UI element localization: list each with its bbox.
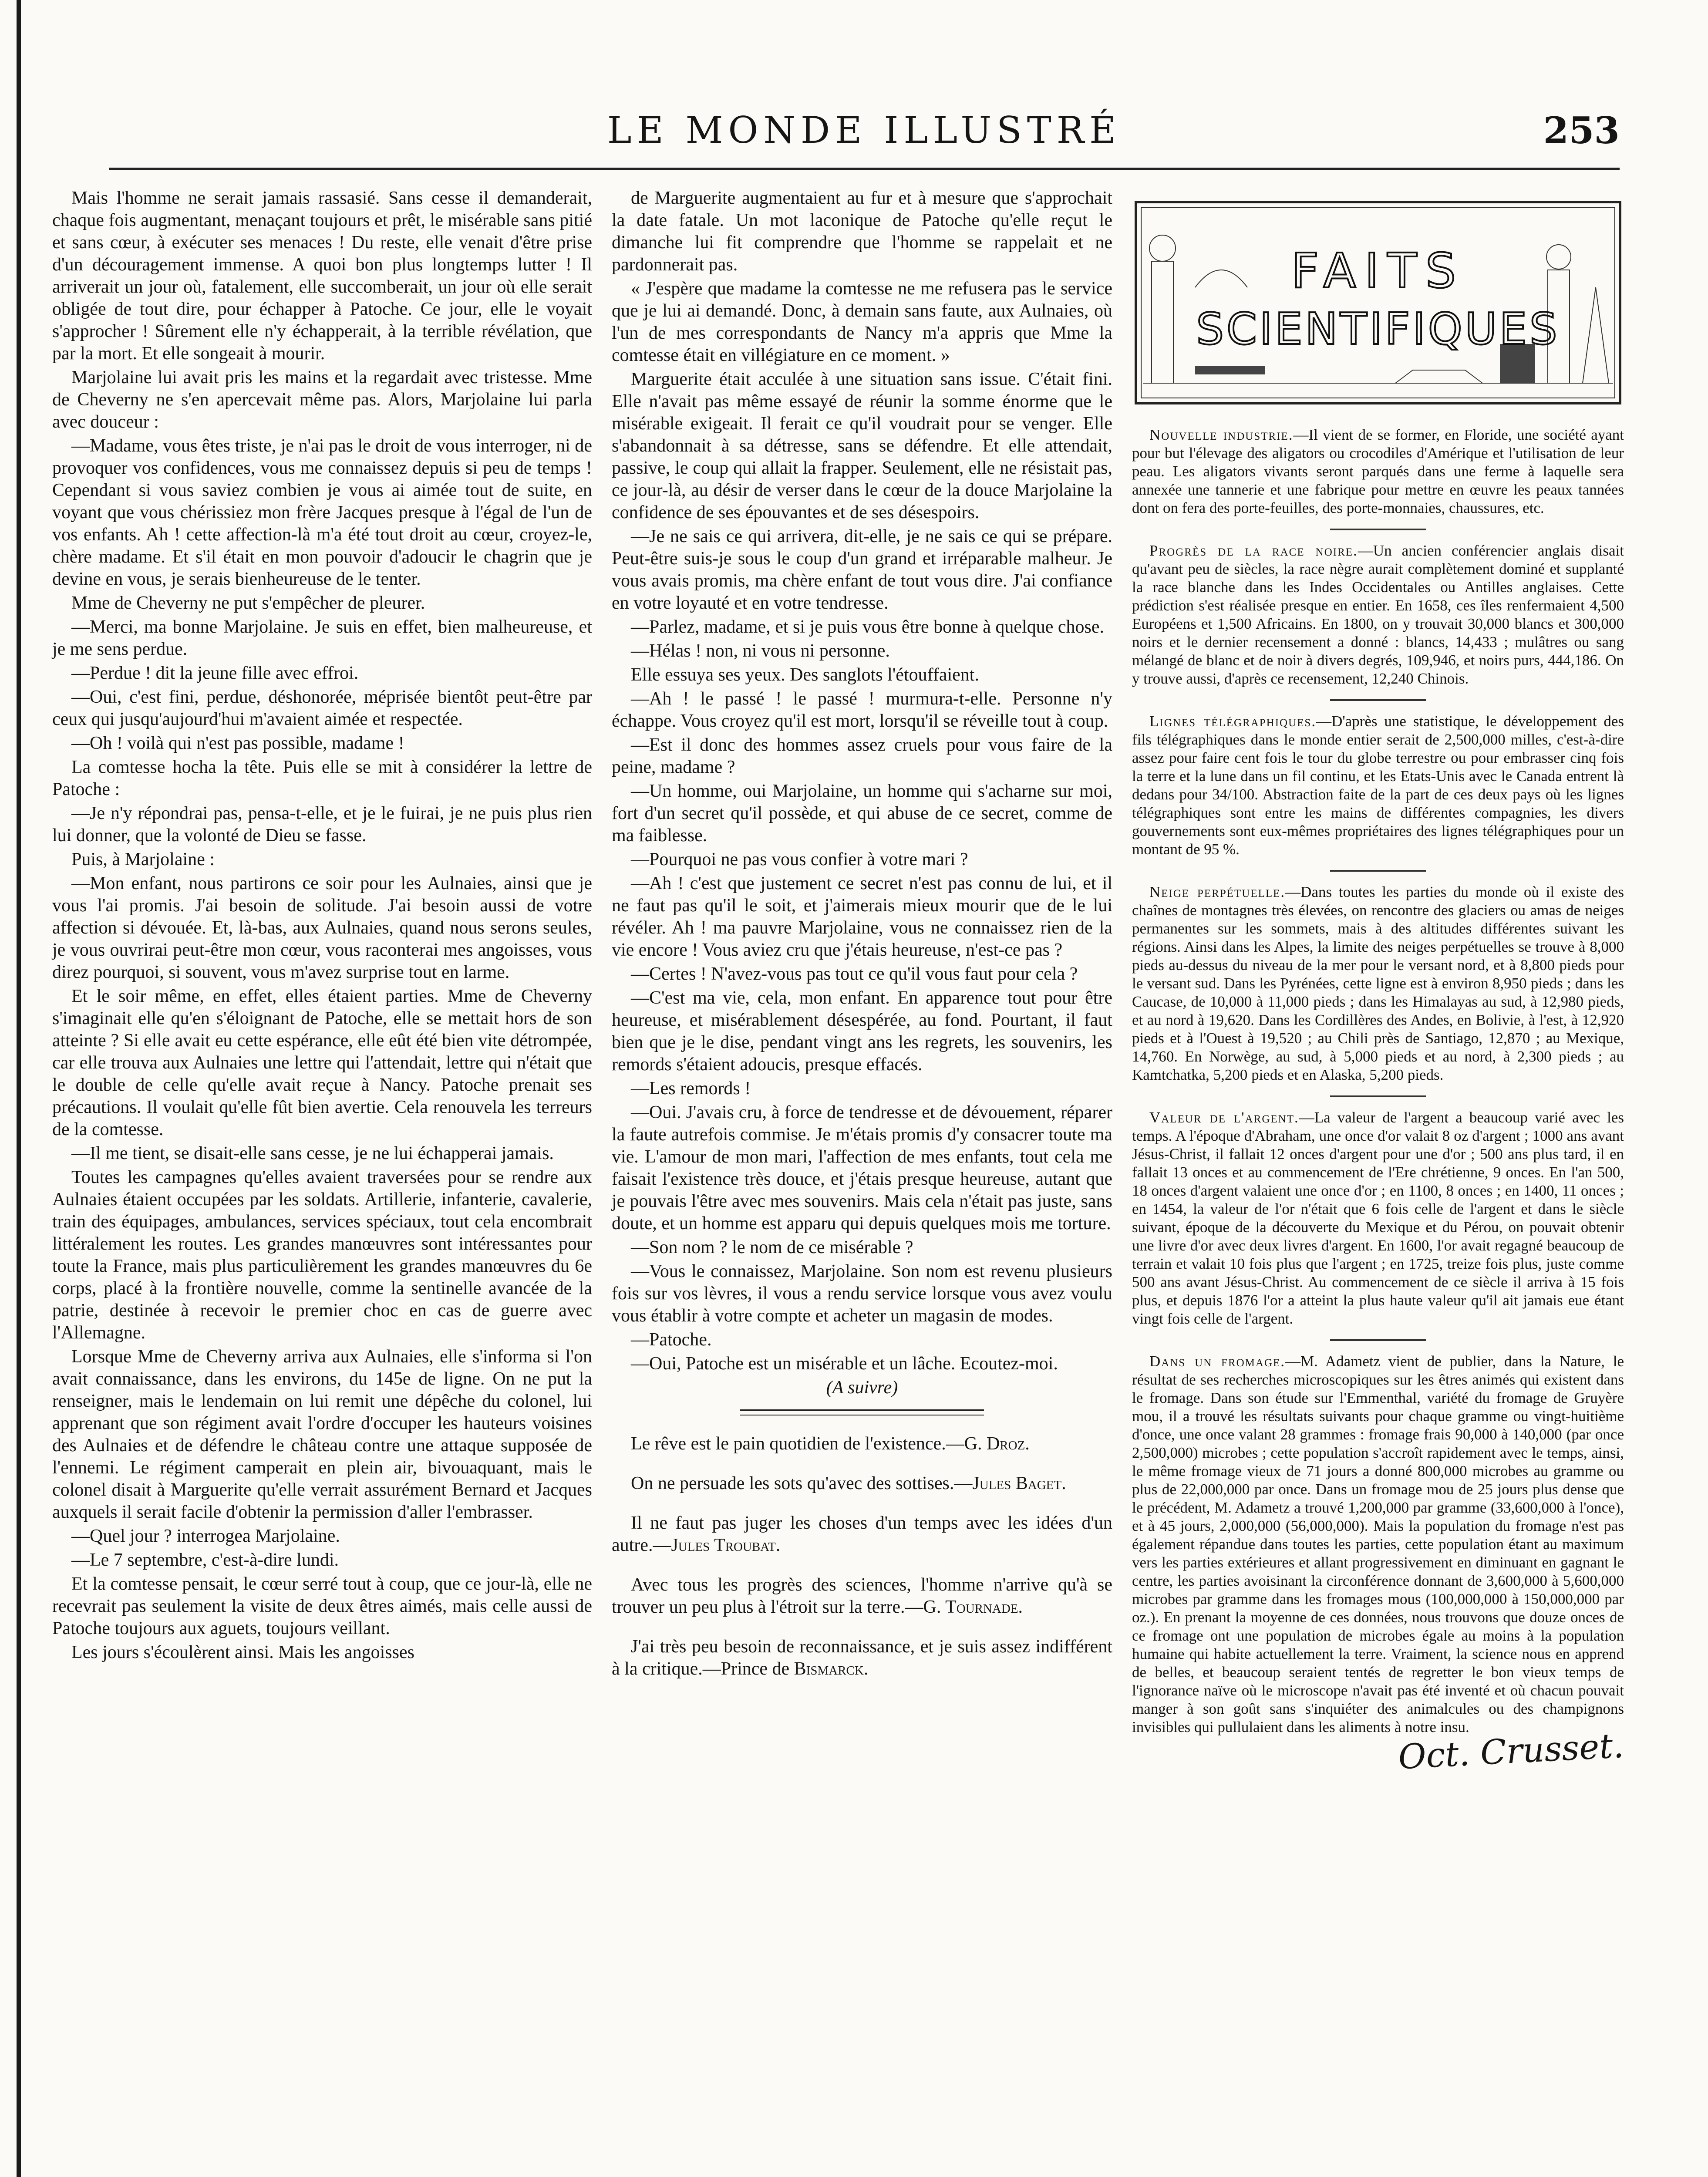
quote-author: Jules Troubat. — [671, 1535, 781, 1555]
item-separator — [1330, 870, 1426, 872]
column-2 — [612, 187, 1112, 1682]
paragraph: —Certes ! N'avez-vous pas tout ce qu'il vous faut pour cela ? — [631, 964, 1078, 984]
paragraph: —Je n'y répondrai pas, pensa-t-elle, et je le fuirai, je ne puis plus rien lui donner, que la volonté de Dieu se fasse. — [52, 803, 592, 846]
to-be-continued: (A suivre) — [826, 1378, 898, 1398]
science-item-title: Progrès de la race noire. — [1149, 542, 1358, 559]
paragraph: Puis, à Marjolaine : — [71, 849, 215, 869]
paragraph: —Patoche. — [631, 1330, 712, 1350]
item-separator — [1330, 1095, 1426, 1097]
paragraph: —Vous le connaissez, Marjolaine. Son nom est revenu plusieurs fois sur vos lèvres, il vous a rendu service lorsque vous avez voulu vous établir à votre compte et acheter un magasin de modes. — [612, 1261, 1112, 1326]
paragraph: —Oui, Patoche est un misérable et un lâche. Ecoutez-moi. — [631, 1354, 1058, 1374]
paragraph: Marguerite était acculée à une situation sans issue. C'était fini. Elle n'avait pas même essayé de réunir la somme énorme que le misérable exigeait. Il ferait ce qu'il voudrait pour se venger. Elle s'abandonnait à sa détresse, sans se défendre. Et elle attendait, passive, le coup qui allait la frapper. Seulement, elle ne résistait pas, ce jour-là, au désir de verser dans le cœur de la douce Marjolaine la confidence de ses épouvantes et de ses désespoirs. — [612, 369, 1112, 522]
science-item — [1132, 712, 1624, 859]
paragraph: La comtesse hocha la tête. Puis elle se mit à considérer la lettre de Patoche : — [52, 757, 592, 799]
science-item-text: —Il vient de se former, en Floride, une société ayant pour but l'élevage des aligators ou crocodiles d'Amérique et l'utilisation de leur peau. Les aligators vivants seront parqués dans une ferme à laquelle sera annexée une tannerie et une fabrique pour mettre en œuvre les peaux tannées dont on fera des porte-feuilles, des porte-monnaies, chaussures, etc. — [1132, 426, 1624, 516]
science-item-text: —M. Adametz vient de publier, dans la Nature, le résultat de ses recherches microscopiques sur les êtres animés qui existent dans le fromage. Dans son étude sur l'Emmenthal, variété du fromage de Gruyère mou, il a trouvé les résultats suivants pour chaque gramme ou vingt-huitième d'once, une once valant 28 grammes : fromage frais 90,000 à 140,000 (par once 2,500,000) microbes ; cette population s'accroît rapidement avec le temps, ainsi, le même fromage vieux de 71 jours a donné 800,000 microbes au gramme ou plus de 22,000,000 par once. Dans un fromage mou de 25 jours plus dense que le précédent, M. Adametz a trouvé 1,200,000 par gramme (33,600,000 à l'once), et à 45 jours, 2,000,000 (56,000,000). Mais la population du fromage n'est pas également répandue dans toutes les parties, cette population étant au maximum vers les parties extérieures et allant progressivement en diminuant en gagnant le centre, les parties avoisinant la circonférence donnant de 3,600,000 à 5,600,000 microbes par gramme dans les fromages mous (100,000,000 à 150,000,000 par oz.). En prenant la moyenne de ces données, nous trouvons que douze onces de ce fromage ont une population de microbes égale au moins à la population humaine qui habite actuellement la terre. Vraiment, la science nous en apprend de belles, et beaucoup seraient tentés de regretter le bon vieux temps de l'ignorance naïve où le microscope n'avait pas été inventé et où chacun pouvait manger à son goût sans s'inquiéter des animalcules ou des champignons invisibles qui pullulaient dans les aliments à notre insu. — [1132, 1353, 1624, 1736]
science-item-title: Valeur de l'argent. — [1149, 1109, 1299, 1126]
science-item-title: Neige perpétuelle. — [1149, 883, 1286, 900]
paragraph: Mme de Cheverny ne put s'empêcher de pleurer. — [71, 593, 425, 613]
banner-line-2: SCIENTIFIQUES — [1196, 303, 1560, 354]
item-separator — [1330, 699, 1426, 701]
science-item-text: —La valeur de l'argent a beaucoup varié avec les temps. A l'époque d'Abraham, une once d'or valait 8 oz d'argent ; 1000 ans avant Jésus-Christ, il fallait 12 onces d'argent pour une d'or ; 500 ans plus tard, il en fallait 13 onces et au commencement de l'Ere chrétienne, 9 onces. En l'an 500, 18 onces d'argent valaient une once d'or ; en 1100, 8 onces ; en 1400, 11 onces ; en 1454, la valeur de l'or n'était que 6 fois celle de l'argent et dans le siècle suivant, époque de la découverte du Mexique et du Pérou, on pouvait obtenir une livre d'or avec deux livres d'argent. En 1600, l'or avait regagné beaucoup de terrain et valait 10 fois plus que l'argent ; en 1725, treize fois plus, juste comme 500 ans avant Jésus-Christ. Au commencement de ce siècle il arriva à 15 fois plus, et depuis 1876 l'or a atteint la plus haute valeur qu'il ait jamais eue étant vingt fois celle de l'argent. — [1132, 1109, 1624, 1327]
quote-text: Avec tous les progrès des sciences, l'homme n'arrive qu'à se trouver un peu plus à l'étroit sur la terre.— — [612, 1575, 1112, 1617]
paragraph: —Merci, ma bonne Marjolaine. Je suis en effet, bien malheureuse, et je me sens perdue. — [52, 617, 592, 659]
paragraph: Mais l'homme ne serait jamais rassasié. Sans cesse il demanderait, chaque fois augmentant, menaçant toujours et prêt, le misérable sans pitié et sans cœur, à exécuter ses menaces ! Du reste, elle venait d'être prise d'un découragement immense. A quoi bon plus longtemps lutter ! Il arriverait un jour où, fatalement, elle succomberait, un jour où elle serait obligée de tout dire, pour échapper à Patoche. Ce jour, elle le voyait s'approcher ! Sûrement elle n'y échapperait, à la terrible révélation, que par la mort. Et elle songeait à mourir. — [52, 188, 592, 364]
paragraph: —Un homme, oui Marjolaine, un homme qui s'acharne sur moi, fort d'un secret qu'il possède, et qui abuse de ce secret, comme de ma faiblesse. — [612, 781, 1112, 846]
page-binding-edge — [17, 0, 21, 2177]
science-item-title: Nouvelle industrie. — [1149, 426, 1294, 443]
paragraph: —Son nom ? le nom de ce misérable ? — [631, 1237, 913, 1257]
quote-text: Il ne faut pas juger les choses d'un temps avec les idées d'un autre.— — [612, 1513, 1112, 1555]
quote-author: G. Droz. — [964, 1434, 1030, 1454]
science-item-text: —Un ancien conférencier anglais disait qu'avant peu de siècles, la race nègre aurait complètement dominé et supplanté la race blanche dans les Indes Occidentales ou Antilles anglaises. Cette prédiction s'est réalisée presque en entier. En 1658, ces îles renfermaient 4,500 Européens et 1,500 Africains. En 1800, on y trouvait 30,000 blancs et 300,000 noirs et le dernier recensement a donné : blancs, 14,433 ; mulâtres ou sang mélangé de blanc et de noir à divers degrés, 109,946, et noirs purs, 444,186. On y trouve aussi, d'après ce recensement, 12,240 Chinois. — [1132, 542, 1624, 687]
banner-line-1: FAITS — [1291, 243, 1465, 299]
paragraph: —Pourquoi ne pas vous confier à votre mari ? — [631, 849, 968, 869]
journal-title: LE MONDE ILLUSTRÉ — [607, 109, 1122, 152]
paragraph: de Marguerite augmentaient au fur et à mesure que s'approchait la date fatale. Un mot laconique de Patoche qu'elle reçut le dimanche lui fit comprendre que l'homme se rappelait et ne pardonnerait pas. — [612, 188, 1112, 275]
paragraph: —Madame, vous êtes triste, je n'ai pas le droit de vous interroger, ni de provoquer vos confidences, vous me connaissez depuis si peu de temps ! Cependant si vous saviez combien je vous ai aimée tout de suite, en voyant que vous chérissiez mon frère Jacques presque à l'égal de l'un de vos enfants. Ah ! cette affection-là m'a été tout droit au cœur, croyez-le, chère madame. Et s'il était en mon pouvoir d'adoucir le chagrin que je devine en vous, je serais bienheureuse de le tenter. — [52, 436, 592, 589]
column-3 — [1132, 200, 1625, 1777]
page-header — [109, 109, 1620, 161]
paragraph: Et le soir même, en effet, elles étaient parties. Mme de Cheverny s'imaginait elle qu'en s'éloignant de Patoche, elle se mettait hors de son atteinte ? Si elle avait eu cette espérance, elle eût été bien vite détrompée, car elle trouva aux Aulnaies une lettre qui l'attendait, lettre qui n'était que le double de celle qu'elle avait reçue à Nancy. Patoche prenait ses précautions. Il voulait qu'elle fût bien avertie. Cela renouvela les terreurs de la comtesse. — [52, 986, 592, 1139]
paragraph: —Parlez, madame, et si je puis vous être bonne à quelque chose. — [631, 617, 1104, 637]
quote — [612, 1636, 1112, 1680]
quote-text: On ne persuade les sots qu'avec des sottises.— — [631, 1473, 973, 1493]
paragraph: —Oh ! voilà qui n'est pas possible, madame ! — [71, 733, 404, 753]
paragraph: —Les remords ! — [631, 1078, 751, 1099]
paragraph: Et la comtesse pensait, le cœur serré tout à coup, que ce jour-là, elle ne recevrait pas seulement la visite de deux êtres aimés, mais celle aussi de Patoche toujours aux aguets, toujours veillant. — [52, 1574, 592, 1638]
quote-text: Le rêve est le pain quotidien de l'existence.— — [631, 1434, 964, 1454]
author-signature: Oct. Crusset. — [1397, 1726, 1625, 1777]
science-item — [1132, 1352, 1624, 1736]
header-rule — [109, 168, 1620, 170]
paragraph: Toutes les campagnes qu'elles avaient traversées pour se rendre aux Aulnaies étaient occupées par les soldats. Artillerie, infanterie, cavalerie, train des équipages, ambulances, services spéciaux, tout cela encombrait littéralement les routes. Les grandes manœuvres sont intéressantes pour toute la France, mais plus particulièrement les grandes manœuvres du 6e corps, placé à la frontière nouvelle, comme la sentinelle avancée de la patrie, destinée à recevoir le premier choc en cas de guerre avec l'Allemagne. — [52, 1167, 592, 1343]
science-item-text: —D'après une statistique, le développement des fils télégraphiques dans le monde entier serait de 2,500,000 milles, c'est-à-dire assez pour faire cent fois le tour du globe terrestre ou pour embrasser cinq fois la terre et la lune dans un fil continu, et les Etats-Unis avec le Canada entrent là dedans pour 34/100. Abstraction faite de la part de ces deux pays où les lignes télégraphiques sont entre les mains de différentes compagnies, les divers gouvernements sont eux-mêmes propriétaires des lignes télégraphiques pour un montant de 95 %. — [1132, 713, 1624, 858]
quote — [612, 1512, 1112, 1557]
section-divider — [740, 1409, 984, 1415]
paragraph: —Mon enfant, nous partirons ce soir pour les Aulnaies, ainsi que je vous l'ai promis. J'ai besoin de solitude. J'ai besoin aussi de votre affection si dévouée. Et, là-bas, aux Aulnaies, quand nous serons seules, je vous ouvrirai peut-être mon cœur, vous raconterai mes angoisses, vous direz pourquoi, si souvent, vous m'avez surprise tout en larme. — [52, 873, 592, 982]
quote-author: Jules Baget. — [972, 1473, 1066, 1493]
paragraph: —Oui. J'avais cru, à force de tendresse et de dévouement, réparer la faute autrefois commise. Je m'étais promis d'y consacrer toute ma vie. L'amour de mon mari, l'affection de mes enfants, tout cela me faisait l'existence très douce, et j'étais presque heureuse, autant que je pouvais l'être avec mes souvenirs. Mais cela n'était pas juste, sans doute, et un homme est apparu qui depuis quelques mois me torture. — [612, 1102, 1112, 1233]
science-item-title: Dans un fromage. — [1149, 1353, 1286, 1370]
item-separator — [1330, 1339, 1426, 1341]
page-number: 253 — [1543, 109, 1620, 152]
quote — [612, 1433, 1112, 1455]
quote-text: J'ai très peu besoin de reconnaissance, et je suis assez indifférent à la critique.—Prince de — [612, 1637, 1112, 1679]
quote-author: Bismarck. — [794, 1659, 869, 1679]
paragraph: —Oui, c'est fini, perdue, déshonorée, méprisée bientôt peut-être par ceux qui jusqu'aujourd'hui m'avaient aimée et respectée. — [52, 687, 592, 729]
paragraph: —Ah ! le passé ! le passé ! murmura-t-elle. Personne n'y échappe. Vous croyez qu'il est mort, lorsqu'il se réveille tout à coup. — [612, 689, 1112, 731]
paragraph: Lorsque Mme de Cheverny arriva aux Aulnaies, elle s'informa si l'on avait connaissance, dans les environs, du 145e de ligne. On ne put la renseigner, mais le lendemain on lui remit une dépêche du colonel, lui apprenant que son régiment avait l'ordre d'occuper les hauteurs voisines des Aulnaies et de défendre le château contre une attaque supposée de l'ennemi. Le régiment camperait en plein air, bivouaquant, mais le colonel disait à Marguerite qu'elle verrait assurément Bernard et Jacques auxquels il serait facile d'obtenir la permission d'aller l'embrasser. — [52, 1347, 592, 1522]
quote-author: G. Tournade. — [923, 1597, 1023, 1617]
faits-scientifiques-banner — [1134, 200, 1622, 405]
paragraph: Elle essuya ses yeux. Des sanglots l'étouffaient. — [631, 665, 979, 685]
paragraph: —Le 7 septembre, c'est-à-dire lundi. — [71, 1550, 339, 1570]
quote — [612, 1574, 1112, 1618]
paragraph: —Quel jour ? interrogea Marjolaine. — [71, 1526, 340, 1546]
item-separator — [1330, 529, 1426, 530]
science-item — [1132, 1109, 1624, 1328]
paragraph: —Perdue ! dit la jeune fille avec effroi. — [71, 663, 359, 683]
paragraph: —C'est ma vie, cela, mon enfant. En apparence tout pour être heureuse, et misérablement désespérée, au fond. Pourtant, il faut bien que je le dise, pendant vingt ans les regrets, les souvenirs, les remords s'étaient adoucis, presque effacés. — [612, 988, 1112, 1075]
paragraph: —Hélas ! non, ni vous ni personne. — [631, 641, 890, 661]
quote — [612, 1473, 1112, 1495]
paragraph: —Je ne sais ce qui arrivera, dit-elle, je ne sais ce qui se prépare. Peut-être suis-je sous le coup d'un grand et irréparable malheur. Je vous avais promis, ma chère enfant de tout vous dire. J'ai confiance en votre loyauté et en votre tendresse. — [612, 526, 1112, 613]
paragraph: « J'espère que madame la comtesse ne me refusera pas le service que je lui ai demandé. Donc, à demain sans faute, aux Aulnaies, où l'un de mes correspondants de Nancy m'a appris que Mme la comtesse était en villégiature en ce moment. » — [612, 279, 1112, 365]
paragraph: Marjolaine lui avait pris les mains et la regardait avec tristesse. Mme de Cheverny ne s'en apercevait même pas. Alors, Marjolaine lui parla avec douceur : — [52, 367, 592, 432]
paragraph: —Ah ! c'est que justement ce secret n'est pas connu de lui, et il ne faut pas qu'il le soit, et j'aimerais mieux mourir que de le lui révéler. Ah ! ma pauvre Marjolaine, vous ne connaissez rien de la vie encore ! Vous aviez cru que j'étais heureuse, n'est-ce pas ? — [612, 873, 1112, 960]
paragraph: Les jours s'écoulèrent ainsi. Mais les angoisses — [71, 1642, 414, 1662]
science-item-title: Lignes télégraphiques. — [1149, 713, 1317, 730]
science-item-text: —Dans toutes les parties du monde où il existe des chaînes de montagnes très élevées, on rencontre des glaciers ou amas de neiges permanentes sur les sommets, mais à des altitudes différentes suivant les régions. Ainsi dans les Alpes, la limite des neiges perpétuelles se trouve à 8,000 pieds au-dessus du niveau de la mer pour le versant nord, et à 8,800 pieds pour le versant sud. Dans les Pyrénées, cette ligne est à environ 8,950 pieds ; dans les Caucase, de 10,000 à 11,000 pieds ; dans les Himalayas au sud, à 12,980 pieds, et au nord à 19,620. Dans les Cordillères des Andes, en Bolivie, à l'est, à 12,920 pieds et à l'Ouest à 19,520 ; au Chili près de Santiago, 12,870 ; au Mexique, 14,760. En Norwège, au sud, à 5,000 pieds et au nord, à 2,300 pieds ; au Kamtchatka, 5,200 pieds et en Alaska, 5,200 pieds. — [1132, 883, 1624, 1083]
science-item — [1132, 426, 1624, 517]
column-1 — [52, 187, 592, 1665]
science-item — [1132, 883, 1624, 1084]
paragraph: —Il me tient, se disait-elle sans cesse, je ne lui échapperai jamais. — [71, 1143, 554, 1163]
paragraph: —Est il donc des hommes assez cruels pour vous faire de la peine, madame ? — [612, 735, 1112, 777]
science-item — [1132, 542, 1624, 688]
